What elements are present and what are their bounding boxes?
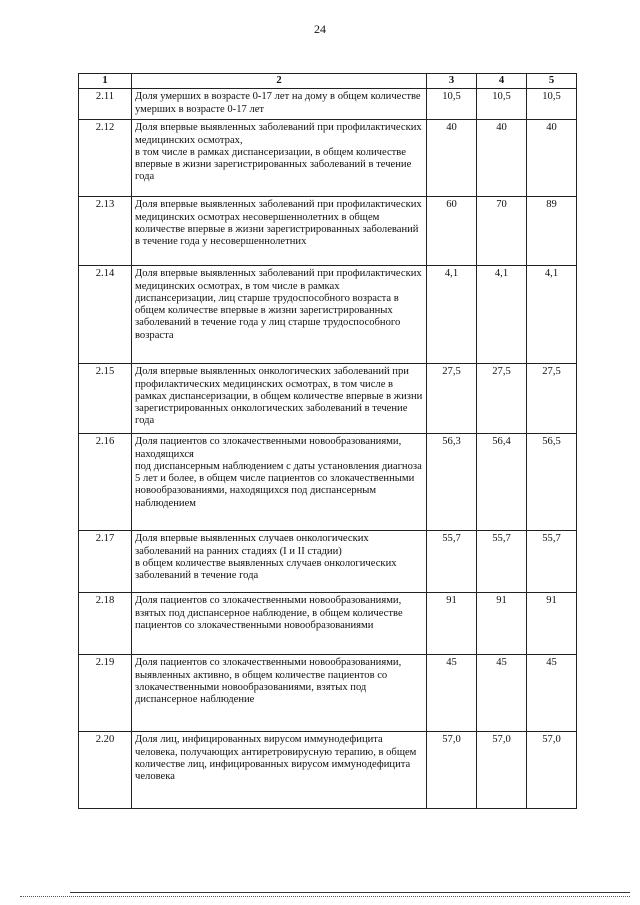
row-description: Доля пациентов со злокачественными новообразованиями, взятых под диспансерное наблюдение, в общем количестве пациентов со злокачественными новообразованиями xyxy=(132,593,427,655)
row-value-col3: 91 xyxy=(427,593,477,655)
row-number: 2.14 xyxy=(79,266,132,364)
row-value-col4: 56,4 xyxy=(477,434,527,531)
table-row xyxy=(79,120,577,197)
row-value-col3: 40 xyxy=(427,120,477,197)
header-row xyxy=(79,74,577,89)
row-description: Доля впервые выявленных случаев онкологических заболеваний на ранних стадиях (I и II стадии) в общем количестве выявленных случаев онкологических заболеваний в течение года xyxy=(132,531,427,593)
table-row xyxy=(79,197,577,266)
row-number: 2.15 xyxy=(79,364,132,434)
row-description: Доля пациентов со злокачественными новообразованиями, находящихся под диспансерным наблюдением с даты установления диагноза 5 лет и более, в общем числе пациентов со злокачественными новообразованиями, находящихся под диспансерным наблюдением xyxy=(132,434,427,531)
row-value-col3: 60 xyxy=(427,197,477,266)
row-description: Доля умерших в возрасте 0-17 лет на дому в общем количестве умерших в возрасте 0-17 лет xyxy=(132,89,427,120)
row-value-col4: 45 xyxy=(477,655,527,732)
row-value-col5: 45 xyxy=(527,655,577,732)
column-header-1: 1 xyxy=(79,74,132,89)
row-number: 2.11 xyxy=(79,89,132,120)
row-value-col4: 40 xyxy=(477,120,527,197)
table-row xyxy=(79,732,577,809)
page-number: 24 xyxy=(314,22,326,36)
row-description: Доля впервые выявленных заболеваний при профилактических медицинских осмотрах несовершеннолетних в общем количестве впервые в жизни зарегистрированных заболеваний в течение года у несовершеннолетних xyxy=(132,197,427,266)
row-value-col5: 27,5 xyxy=(527,364,577,434)
row-value-col3: 27,5 xyxy=(427,364,477,434)
row-value-col5: 56,5 xyxy=(527,434,577,531)
row-value-col5: 89 xyxy=(527,197,577,266)
indicators-table xyxy=(78,73,577,809)
row-number: 2.13 xyxy=(79,197,132,266)
row-value-col4: 70 xyxy=(477,197,527,266)
column-header-4: 4 xyxy=(477,74,527,89)
row-value-col4: 27,5 xyxy=(477,364,527,434)
table-row xyxy=(79,434,577,531)
row-number: 2.17 xyxy=(79,531,132,593)
row-value-col5: 4,1 xyxy=(527,266,577,364)
table-row xyxy=(79,593,577,655)
footer-rule xyxy=(70,892,630,893)
row-number: 2.16 xyxy=(79,434,132,531)
row-description: Доля лиц, инфицированных вирусом иммунодефицита человека, получающих антиретровирусную терапию, в общем количестве лиц, инфицированных вирусом иммунодефицита человека xyxy=(132,732,427,809)
row-value-col3: 57,0 xyxy=(427,732,477,809)
table-row xyxy=(79,266,577,364)
row-value-col4: 10,5 xyxy=(477,89,527,120)
row-value-col4: 4,1 xyxy=(477,266,527,364)
row-number: 2.20 xyxy=(79,732,132,809)
row-description: Доля впервые выявленных заболеваний при профилактических медицинских осмотрах, в том числе в рамках диспансеризации, лиц старше трудоспособного возраста в общем количестве впервые в жизни зарегистрированных заболеваний в течение года у лиц старше трудоспособного возраста xyxy=(132,266,427,364)
table-row xyxy=(79,364,577,434)
row-value-col5: 10,5 xyxy=(527,89,577,120)
table-row xyxy=(79,655,577,732)
row-value-col3: 4,1 xyxy=(427,266,477,364)
row-value-col4: 57,0 xyxy=(477,732,527,809)
row-value-col3: 45 xyxy=(427,655,477,732)
row-value-col5: 91 xyxy=(527,593,577,655)
row-number: 2.18 xyxy=(79,593,132,655)
table-row xyxy=(79,531,577,593)
row-value-col4: 91 xyxy=(477,593,527,655)
row-value-col4: 55,7 xyxy=(477,531,527,593)
column-header-3: 3 xyxy=(427,74,477,89)
column-header-5: 5 xyxy=(527,74,577,89)
column-header-2: 2 xyxy=(132,74,427,89)
row-value-col3: 56,3 xyxy=(427,434,477,531)
row-value-col5: 55,7 xyxy=(527,531,577,593)
table-row xyxy=(79,89,577,120)
row-value-col3: 55,7 xyxy=(427,531,477,593)
row-value-col5: 40 xyxy=(527,120,577,197)
row-number: 2.19 xyxy=(79,655,132,732)
row-description: Доля пациентов со злокачественными новообразованиями, выявленных активно, в общем количестве пациентов со злокачественными новообразованиями, взятых под диспансерное наблюдение xyxy=(132,655,427,732)
row-value-col3: 10,5 xyxy=(427,89,477,120)
row-number: 2.12 xyxy=(79,120,132,197)
row-value-col5: 57,0 xyxy=(527,732,577,809)
row-description: Доля впервые выявленных онкологических заболеваний при профилактических медицинских осмотрах, в том числе в рамках диспансеризации, в общем количестве впервые в жизни зарегистрированных онкологических заболеваний в течение года xyxy=(132,364,427,434)
row-description: Доля впервые выявленных заболеваний при профилактических медицинских осмотрах, в том числе в рамках диспансеризации, в общем количестве впервые в жизни зарегистрированных заболеваний в течение года xyxy=(132,120,427,197)
footer-dotted-rule xyxy=(20,896,630,897)
